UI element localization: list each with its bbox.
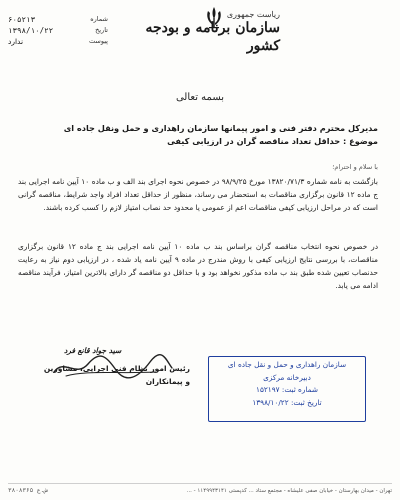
letter-number-label: شماره (90, 15, 108, 23)
signer-title-line-1: رئیس امور نظام فنی اجرایی، مشاورین (43, 364, 190, 373)
signer-title (40, 362, 190, 388)
signer-name: سید جواد قانع فرد (64, 346, 122, 355)
footer-code: ش.ع ۳۸۰۸۳۶۵ (8, 487, 48, 494)
letter-number: ۶۰۵۲۱۳ (8, 15, 36, 24)
stamp-reg-number: شماره ثبت: ۱۵۲۱۹۷ (256, 385, 318, 394)
letter-footer (8, 483, 392, 494)
body-paragraph-1: بازگشت به نامه شماره ۱۳۸۲۰/۷۱/۳ مورخ ۹۸/۹/۲۵ در خصوص نحوه اجرای بند الف و ب ماده ۱۰ آیین نامه اجرایی بند ج ماده ۱۲ قانون برگزاری مناقصات به استحضار می رساند، منظور از حداقل تعداد افراد واجد شرایط، مناقصه گرانی است که در مراحل ارزیابی کیفی مناقصات اعم از عمومی یا محدود حد نصاب امتیاز لازم را کسب کرده باشند. (18, 177, 378, 212)
letter-date: ۱۳۹۸/۱۰/۲۲ (8, 26, 54, 35)
organization-name: سازمان برنامه و بودجه کشور (145, 20, 280, 54)
signer-title-line-2: و پیمانکاران (145, 377, 190, 386)
salutation: با سلام و احترام؛ (332, 163, 378, 171)
addressee-block (18, 122, 378, 148)
footer-address: تهران - میدان بهارستان - خیابان صفی علیشاه - مجتمع ستاد ... کدپستی ۱۱۴۹۹۴۳۱۴۱ - ... (186, 487, 392, 494)
bismillah: بسمه تعالی (175, 92, 225, 103)
stamp-office: دبیرخانه مرکزی (263, 372, 311, 382)
letter-date-label: تاریخ (95, 26, 108, 34)
subject-line: موضوع : حداقل تعداد مناقصه گران در ارزیابی کیفی (167, 136, 378, 146)
meta-attachment-row (8, 36, 108, 47)
registration-stamp (208, 356, 366, 422)
organization-header (130, 10, 280, 55)
stamp-org: سازمان راهداری و حمل و نقل جاده ای (227, 360, 347, 369)
letter-attachment-value: ندارد (8, 37, 24, 46)
presidency-label: ریاست جمهوری (226, 10, 280, 19)
meta-number-row (8, 14, 108, 25)
letter-meta (8, 14, 108, 47)
stamp-reg-date: تاریخ ثبت: ۱۳۹۸/۱۰/۲۲ (252, 397, 322, 407)
meta-date-row (8, 25, 108, 36)
body-paragraph-2: در خصوص نحوه انتخاب مناقصه گران براساس بند ب ماده ۱۰ آیین نامه اجرایی بند ج ماده ۱۲ قانون برگزاری مناقصات، با بررسی نتایج ارزیابی کیفی با روش مندرج در ماده ۹ آیین نامه یاد شده ، در ارزیابی دوم نیاز به رعایت حدنصاب تعیین شده طبق بند ب ماده مذکور نخواهد بود و با حداقل دو مناقصه گر دارای بالاترین امتیاز، فرآیند مناقصه ادامه می یابد. (18, 242, 379, 290)
letter-attachment-label: پیوست (89, 37, 108, 45)
addressee-line: مدیرکل محترم دفتر فنی و امور پیمانها سازمان راهداری و حمل ونقل جاده ای (63, 123, 378, 133)
